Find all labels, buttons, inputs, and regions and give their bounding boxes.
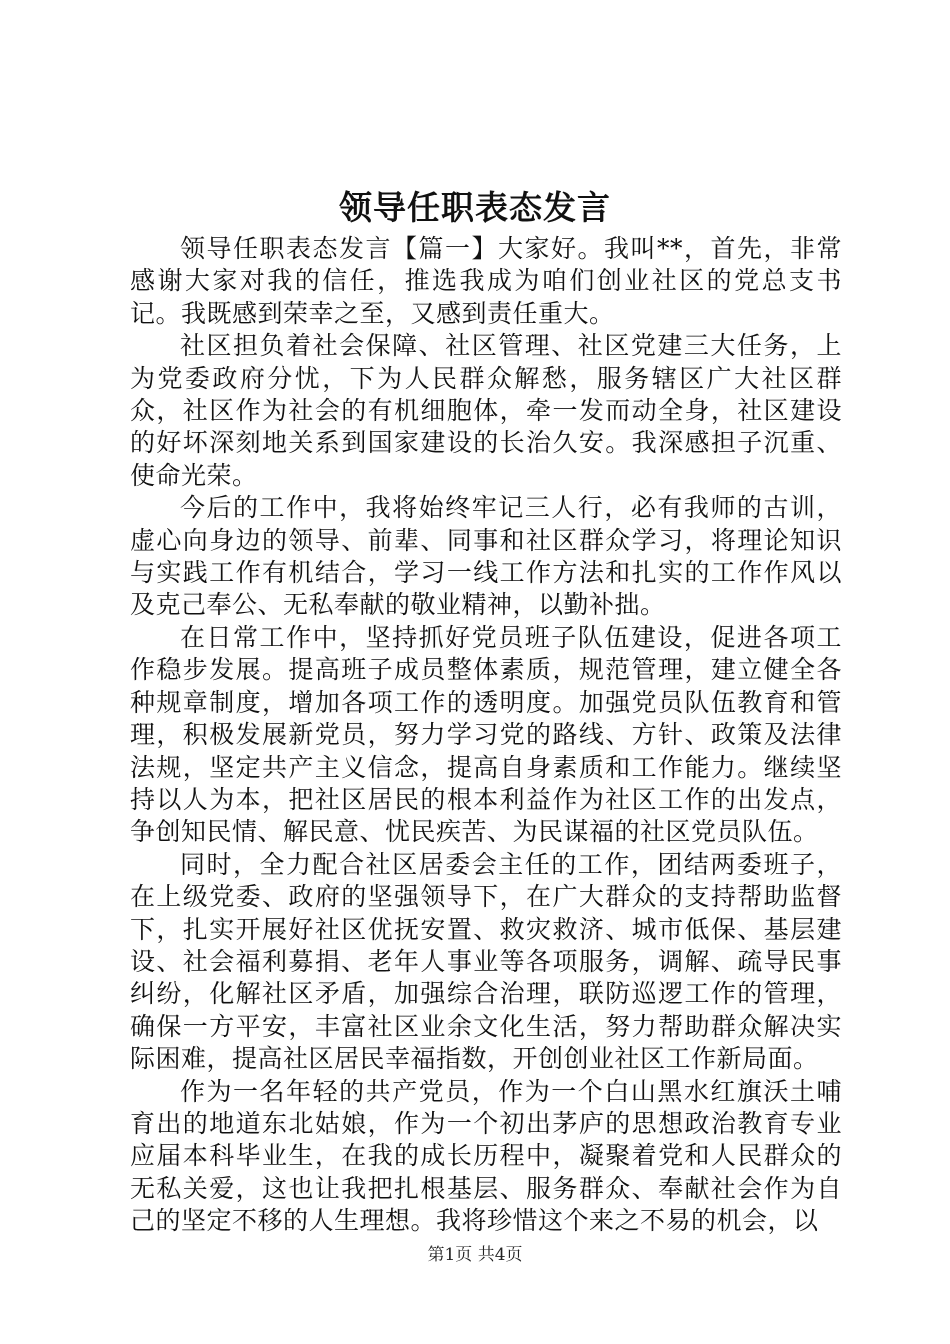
document-title: 领导任职表态发言 [339, 188, 611, 227]
paragraph-6: 作为一名年轻的共产党员，作为一个白山黑水红旗沃土哺育出的地道东北姑娘，作为一个初出茅庐的思想政治教育专业应届本科毕业生，在我的成长历程中，凝聚着党和人民群众的无私关爱，这也让我把扎根基层、服务群众、奉献社会作为自己的坚定不移的人生理想。我将珍惜这个来之不易的机会，以 [130, 1076, 842, 1236]
paragraph-4: 在日常工作中，坚持抓好党员班子队伍建设，促进各项工作稳步发展。提高班子成员整体素质，规范管理，建立健全各种规章制度，增加各项工作的透明度。加强党员队伍教育和管理，积极发展新党员，努力学习党的路线、方针、政策及法律法规，坚定共产主义信念，提高自身素质和工作能力。继续坚持以人为本，把社区居民的根本利益作为社区工作的出发点，争创知民情、解民意、忧民疾苦、为民谋福的社区党员队伍。 [130, 622, 842, 847]
paragraph-5: 同时，全力配合社区居委会主任的工作，团结两委班子，在上级党委、政府的坚强领导下，在广大群众的支持帮助监督下，扎实开展好社区优抚安置、救灾救济、城市低保、基层建设、社会福利募捐、老年人事业等各项服务，调解、疏导民事纠纷，化解社区矛盾，加强综合治理，联防巡逻工作的管理，确保一方平安，丰富社区业余文化生活，努力帮助群众解决实际困难，提高社区居民幸福指数，开创创业社区工作新局面。 [130, 849, 842, 1074]
paragraph-2: 社区担负着社会保障、社区管理、社区党建三大任务，上为党委政府分忧，下为人民群众解愁，服务辖区广大社区群众，社区作为社会的有机细胞体，牵一发而动全身，社区建设的好坏深刻地关系到国家建设的长治久安。我深感担子沉重、使命光荣。 [130, 331, 842, 490]
paragraph-1: 领导任职表态发言【篇一】大家好。我叫**，首先，非常感谢大家对我的信任，推选我成为咱们创业社区的党总支书记。我既感到荣幸之至，又感到责任重大。 [130, 234, 842, 328]
page-number-footer: 第1页 共4页 [427, 1245, 523, 1265]
paragraph-3: 今后的工作中，我将始终牢记三人行，必有我师的古训，虚心向身边的领导、前辈、同事和社区群众学习，将理论知识与实践工作有机结合，学习一线工作方法和扎实的工作作风以及克己奉公、无私奉献的敬业精神，以勤补拙。 [130, 493, 842, 620]
document-body [130, 233, 842, 1238]
